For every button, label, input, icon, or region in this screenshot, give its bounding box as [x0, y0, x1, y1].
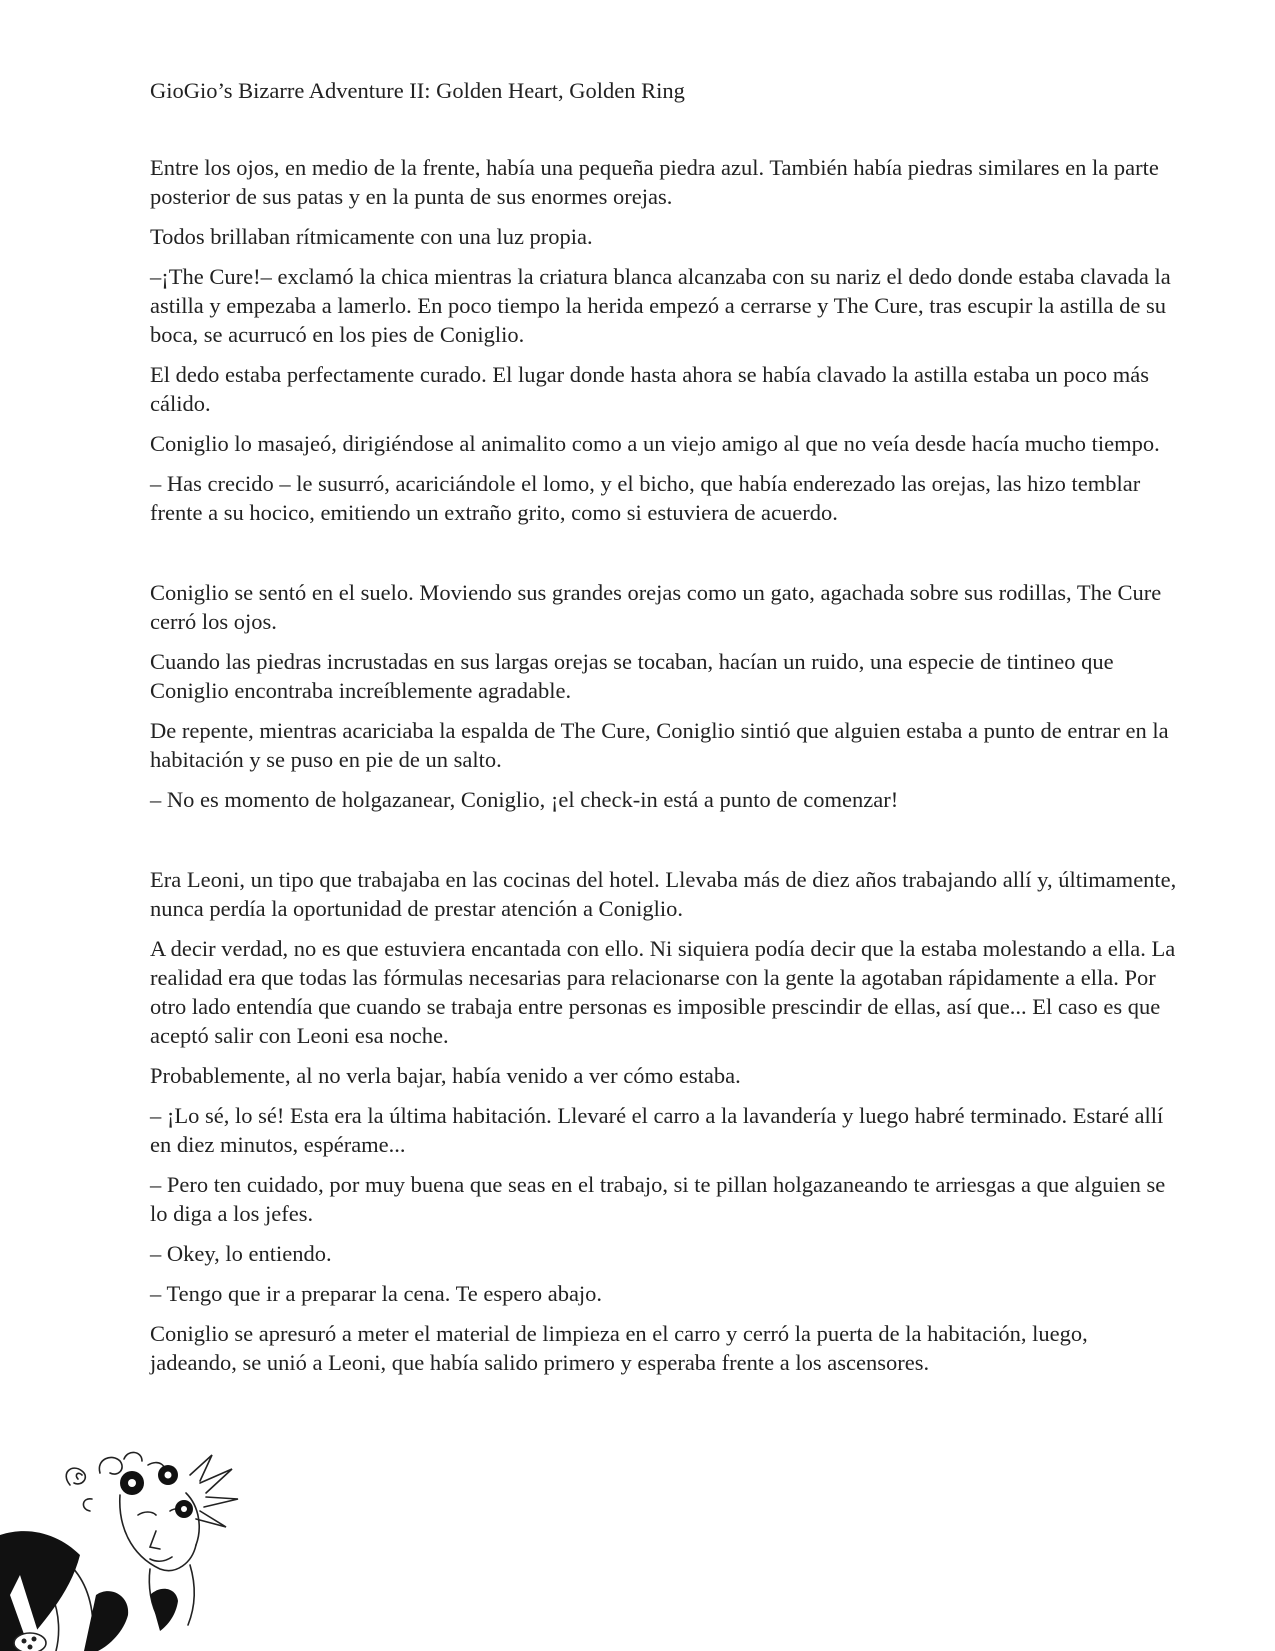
- paragraph: Coniglio lo masajeó, dirigiéndose al animalito como a un viejo amigo al que no veía desde hacía mucho tiempo.: [150, 431, 1160, 456]
- paragraph: – Okey, lo entiendo.: [150, 1241, 332, 1266]
- paragraph: Probablemente, al no verla bajar, había venido a ver cómo estaba.: [150, 1063, 741, 1088]
- paragraph: – Has crecido – le susurró, acariciándole el lomo, y el bicho, que había enderezado las orejas, las hizo temblar frente a su hocico, emitiendo un extraño grito, como si estuviera de acuerdo.: [150, 471, 1141, 525]
- paragraph: – No es momento de holgazanear, Coniglio, ¡el check-in está a punto de comenzar!: [150, 787, 899, 812]
- paragraph: De repente, mientras acariciaba la espalda de The Cure, Coniglio sintió que alguien estaba a punto de entrar en la habitación y se puso en pie de un salto.: [150, 718, 1169, 772]
- paragraph: El dedo estaba perfectamente curado. El lugar donde hasta ahora se había clavado la astilla estaba un poco más cálido.: [150, 362, 1149, 416]
- paragraph: Coniglio se apresuró a meter el material de limpieza en el carro y cerró la puerta de la habitación, luego, jadeando, se unió a Leoni, que había salido primero y esperaba frente a los ascensores.: [150, 1321, 1088, 1375]
- paragraph: – Pero ten cuidado, por muy buena que seas en el trabajo, si te pillan holgazaneando te arriesgas a que alguien se lo diga a los jefes.: [150, 1172, 1166, 1226]
- paragraph: Coniglio se sentó en el suelo. Moviendo sus grandes orejas como un gato, agachada sobre sus rodillas, The Cure cerró los ojos.: [150, 580, 1162, 634]
- paragraph: Todos brillaban rítmicamente con una luz propia.: [150, 224, 593, 249]
- section-break: [150, 825, 1180, 865]
- paragraph: –¡The Cure!– exclamó la chica mientras la criatura blanca alcanzaba con su nariz el dedo donde estaba clavada la astilla y empezaba a lamerlo. En poco tiempo la herida empezó a cerrarse y The Cure, tras escupir la astilla de su boca, se acurrucó en los pies de Coniglio.: [150, 264, 1171, 347]
- paragraph: Cuando las piedras incrustadas en sus largas orejas se tocaban, hacían un ruido, una especie de tintineo que Coniglio encontraba increíblemente agradable.: [150, 649, 1114, 703]
- document-body: [150, 153, 1180, 1377]
- section: [150, 865, 1180, 1377]
- document-page: [150, 74, 1180, 1388]
- paragraph: – ¡Lo sé, lo sé! Esta era la última habitación. Llevaré el carro a la lavandería y luego habré terminado. Estaré allí en diez minutos, espérame...: [150, 1103, 1164, 1157]
- paragraph: – Tengo que ir a preparar la cena. Te espero abajo.: [150, 1281, 603, 1306]
- section-break: [150, 538, 1180, 578]
- section: [150, 578, 1180, 814]
- paragraph: Entre los ojos, en medio de la frente, había una pequeña piedra azul. También había piedras similares en la parte posterior de sus patas y en la punta de sus enormes orejas.: [150, 155, 1159, 209]
- section: [150, 153, 1180, 527]
- character-sketch-icon: [0, 1445, 260, 1651]
- paragraph: A decir verdad, no es que estuviera encantada con ello. Ni siquiera podía decir que la estaba molestando a ella. La realidad era que todas las fórmulas necesarias para relacionarse con la gente la agotaban rápidamente a ella. Por otro lado entendía que cuando se trabaja entre personas es imposible prescindir de ellas, así que... El caso es que aceptó salir con Leoni esa noche.: [150, 936, 1176, 1048]
- paragraph: Era Leoni, un tipo que trabajaba en las cocinas del hotel. Llevaba más de diez años trabajando allí y, últimamente, nunca perdía la oportunidad de prestar atención a Coniglio.: [150, 867, 1177, 921]
- document-header: GioGio’s Bizarre Adventure II: Golden Heart, Golden Ring: [150, 78, 685, 103]
